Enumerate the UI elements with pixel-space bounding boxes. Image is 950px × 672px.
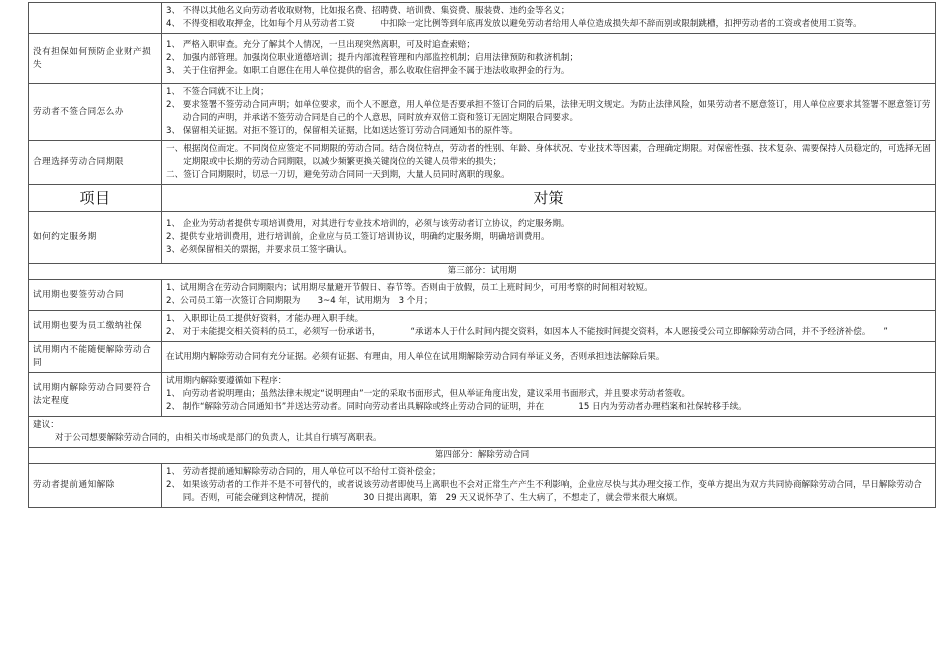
section-title-row: [29, 264, 936, 280]
header-item-column: 项目: [29, 185, 162, 212]
list-item: 1、 企业为劳动者提供专项培训费用，对其进行专业技术培训的，必须与该劳动者订立协议，约定服务期。: [166, 219, 570, 229]
table-row: [29, 311, 936, 342]
list-item: 1、 不签合同就不让上岗；: [166, 87, 269, 97]
section-title-row: [29, 448, 936, 464]
list-item: 1、 向劳动者说明理由；虽然法律未规定“说明理由”一定的采取书面形式，但从举证角度出发，建议采用书面形式，并且要求劳动者签收。: [166, 389, 691, 399]
list-item: 2、 如果该劳动者的工作并不是不可替代的，或者说该劳动者即使马上离职也不会对正常生产产生不利影响，企业应尽快与其办理交接工作，变单方提出为双方共同协商解除劳动合同，早日解除劳动合同。否则，可能会碰到这种情况，提前 30 日提出离职，第 29 天又说怀孕了、生大病了，不想走了，就会带来很大麻烦。: [166, 480, 922, 503]
row-intro: 试用期内解除要遵循如下程序：: [166, 376, 287, 386]
table-row: [29, 84, 936, 141]
list-item: 1、 试用期含在劳动合同期限内；试用期尽量避开节假日、春节等。否则由于放假，员工上班时间少，可用考察的时间相对较短。: [166, 283, 653, 293]
row-content: [162, 280, 936, 311]
table-row: [29, 342, 936, 373]
row-content: [162, 34, 936, 84]
advice-title: 建议：: [33, 420, 59, 430]
table-row: [29, 212, 936, 264]
section-title: 第三部分：试用期: [29, 264, 936, 280]
list-item: 1、 入职即让员工提供好资料，才能办理入职手续。: [166, 314, 364, 324]
list-item: 二、 签订合同期限时，切忌一刀切，避免劳动合同同一天到期，大量人员同时离职的现象。: [166, 170, 510, 180]
row-label: 劳动者不签合同怎么办: [29, 84, 162, 141]
table-row: [29, 464, 936, 508]
list-item: 2、 对于未能提交相关资料的员工，必须写一份承诺书， “承诺本人于什么时间内提交资料，如因本人不能按时间提交资料，本人愿接受公司立即解除劳动合同，并不予经济补偿。 ”: [166, 327, 888, 337]
list-item: 3、 不得以其他名义向劳动者收取财物，比如报名费、招聘费、培训费、集资费、服装费、违约金等名义；: [166, 6, 570, 16]
row-label: 试用期内解除劳动合同要符合法定程度: [29, 373, 162, 417]
row-label: 试用期也要签劳动合同: [29, 280, 162, 311]
advice-text: 对于公司想要解除劳动合同的，由相关市场或是部门的负责人，让其自行填写离职表。: [55, 433, 382, 443]
policy-table: [28, 2, 936, 508]
row-content: [162, 311, 936, 342]
list-item: 2、 加强内部管理。加强岗位职业道德培训；提升内部流程管理和内部监控机制；启用法律预防和救济机制；: [166, 53, 579, 63]
row-content: 在试用期内解除劳动合同有充分证据。必须有证据、有理由，用人单位在试用期解除劳动合同有举证义务，否则承担违法解除后果。: [162, 342, 936, 373]
list-item: 2、 制作“解除劳动合同通知书”并送达劳动者。同时向劳动者出具解除或终止劳动合同的证明，并在 15 日内为劳动者办理档案和社保转移手续。: [166, 402, 747, 412]
row-label: [29, 3, 162, 34]
row-content: [162, 464, 936, 508]
table-row: [29, 34, 936, 84]
list-item: 3、 关于住宿押金。如职工自愿住在用人单位提供的宿舍，那么收取住宿押金不属于违法收取押金的行为。: [166, 66, 570, 76]
row-content: [162, 84, 936, 141]
list-item: 3、 保留相关证据。对拒不签订的，保留相关证据，比如送达签订劳动合同通知书的原件等。: [166, 126, 518, 136]
row-content: [162, 3, 936, 34]
advice-row: [29, 417, 936, 448]
list-item: 一、 根据岗位而定。不同岗位应签定不同期限的劳动合同。结合岗位特点，劳动者的性别、年龄、身体状况、专业技术等因素，合理确定期限。对保密性强、技术复杂、需要保持人员稳定的，可选择无固定期限或中长期的劳动合同期限，以减少频繁更换关键岗位的关键人员带来的损失；: [166, 144, 931, 167]
row-label: 没有担保如何预防企业财产损失: [29, 34, 162, 84]
list-item: 3、 必须保留相关的票据，并要求员工签字确认。: [166, 245, 352, 255]
list-item: 2、 要求签署不签劳动合同声明；如单位要求，而个人不愿意，用人单位是否要承担不签订合同的后果，法律无明文规定。为防止法律风险，如果劳动者不愿意签订，用人单位应要求其签署不愿意签订劳动合同的声明，并承诺不签劳动合同是自己的个人意思，同时放弃双倍工资和签订无固定期限合同要求。: [166, 100, 931, 123]
list-item: 1、 严格入职审查。充分了解其个人情况，一旦出现突然离职，可及时追查索赔；: [166, 40, 475, 50]
table-header-row: [29, 185, 936, 212]
table-row: [29, 3, 936, 34]
table-row: [29, 280, 936, 311]
row-label: 合理选择劳动合同期限: [29, 141, 162, 185]
row-label: 试用期内不能随便解除劳动合同: [29, 342, 162, 373]
row-label: 试用期也要为员工缴纳社保: [29, 311, 162, 342]
table-row: [29, 373, 936, 417]
row-label: 如何约定服务期: [29, 212, 162, 264]
list-item: 4、 不得变相收取押金，比如每个月从劳动者工资 中扣除一定比例等到年底再发放以避免劳动者给用人单位造成损失却不辞而别或限制跳槽，扣押劳动者的工资或者使用工资等。: [166, 19, 862, 29]
row-label: 劳动者提前通知解除: [29, 464, 162, 508]
row-content: [162, 212, 936, 264]
header-measure-column: 对策: [162, 185, 936, 212]
advice-cell: [29, 417, 936, 448]
row-content: [162, 373, 936, 417]
row-content: [162, 141, 936, 185]
table-row: [29, 141, 936, 185]
list-item: 2、 提供专业培训费用，进行培训前，企业应与员工签订培训协议，明确约定服务期，明确培训费用。: [166, 232, 550, 242]
list-item: 2、 公司员工第一次签订合同期限为 3~4 年，试用期为 3 个月；: [166, 296, 433, 306]
list-item: 1、 劳动者提前通知解除劳动合同的，用人单位可以不给付工资补偿金；: [166, 467, 441, 477]
section-title: 第四部分：解除劳动合同: [29, 448, 936, 464]
